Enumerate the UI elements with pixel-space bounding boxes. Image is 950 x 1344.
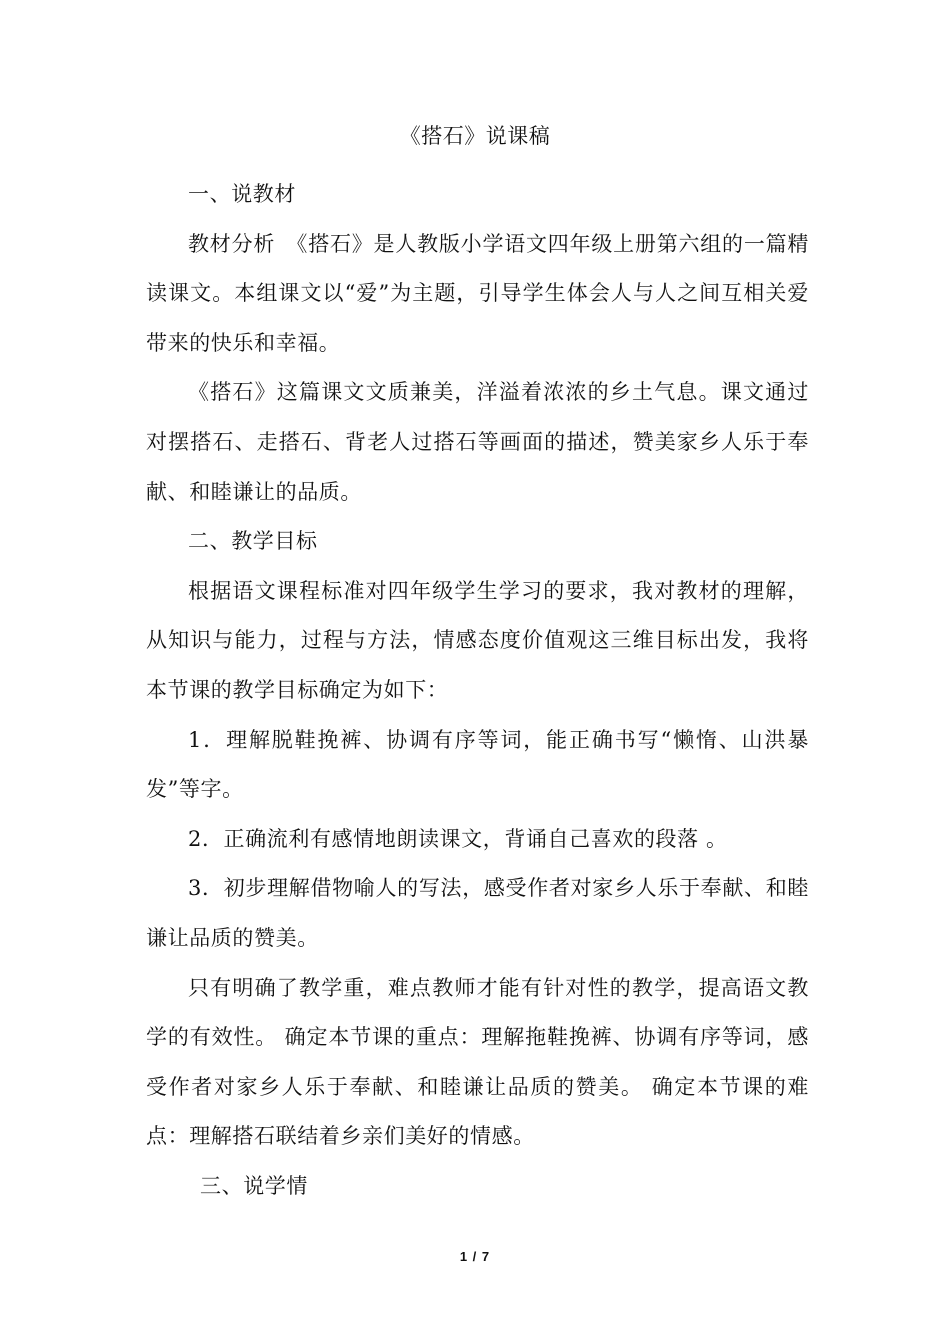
paragraph-goals-intro: 根据语文课程标准对四年级学生学习的要求，我对教材的理解，从知识与能力，过程与方法，情感态度价值观这三维目标出发，我将本节课的教学目标确定为如下：	[146, 578, 809, 702]
paragraph-textbook-analysis: 教材分析 《搭石》是人教版小学语文四年级上册第六组的一篇精读课文。本组课文以“爱”为主题，引导学生体会人与人之间互相关爱带来的快乐和幸福。	[146, 231, 809, 355]
goal-item-2: 2．正确流利有感情地朗读课文，背诵自己喜欢的段落 。	[188, 826, 728, 851]
paragraph-text-summary: 《搭石》这篇课文文质兼美，洋溢着浓浓的乡土气息。课文通过对摆搭石、走搭石、背老人过搭石等画面的描述，赞美家乡人乐于奉献、和睦谦让的品质。	[146, 380, 809, 504]
goal-item-1: 1．理解脱鞋挽裤、协调有序等词，能正确书写“懒惰、山洪暴发”等字。	[146, 727, 809, 802]
section-heading-1: 一、说教材	[188, 182, 296, 206]
document-body	[146, 170, 809, 1211]
goal-item-3: 3．初步理解借物喻人的写法，感受作者对家乡人乐于奉献、和睦谦让品质的赞美。	[146, 876, 809, 950]
page-number: 1 / 7	[459, 1249, 491, 1264]
document-title: 《搭石》说课稿	[399, 124, 551, 148]
section-heading-3: 三、说学情	[200, 1173, 308, 1198]
section-heading-2: 二、教学目标	[188, 529, 318, 554]
paragraph-key-difficult-points: 只有明确了教学重，难点教师才能有针对性的教学，提高语文教学的有效性。 确定本节课的重点：理解拖鞋挽裤、协调有序等词，感受作者对家乡人乐于奉献、和睦谦让品质的赞美。 确定本节课的难点：理解搭石联结着乡亲们美好的情感。	[146, 975, 809, 1149]
